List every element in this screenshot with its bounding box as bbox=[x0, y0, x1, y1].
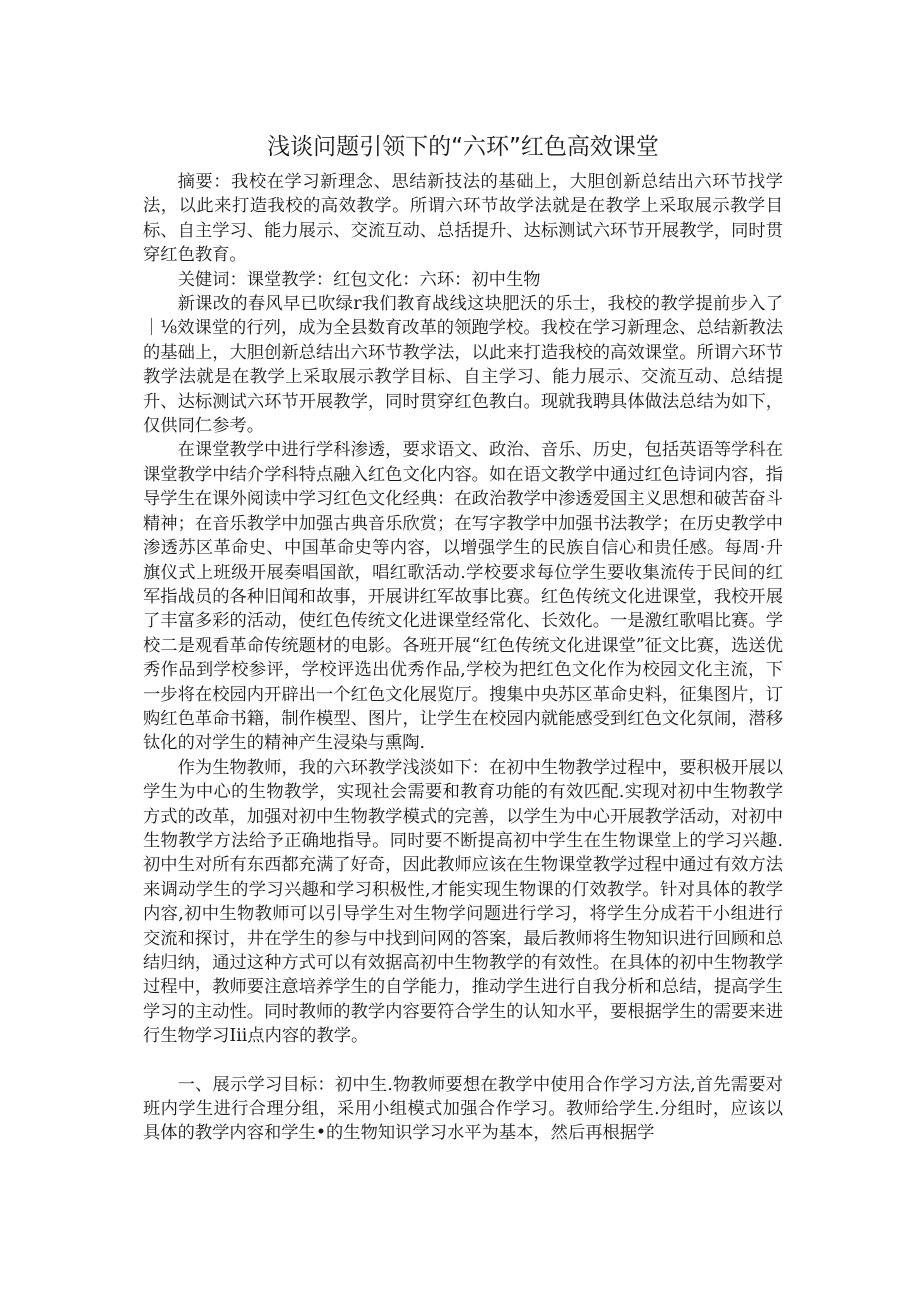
document-title: 浅谈问题引领下的“六环”红色高效课堂 bbox=[267, 134, 659, 160]
section-one-paragraph: 一、展示学习目标：初中生.物教师要想在教学中使用合作学习方法,首先需要对班内学生进行合理分组，采用小组模式加强合作学习。教师给学生.分组时，应该以具体的教学内容和学生•的生物知识学习水平为基本，然后再根据学 bbox=[143, 1074, 783, 1144]
keywords-line: 关健词：课堂教学：红包文化：六环：初中生物 bbox=[177, 269, 541, 290]
body-paragraph-intro: 新课改的春风早已吹绿r我们教育战线这块肥沃的乐士，我校的教学提前步入了｜⅛效课堂的行列，成为全县数育改革的领跑学校。我校在学习新理念、总结新教法的基础上，大胆创新总结出六环节教学法，以此来打造我校的高效课堂。所谓六环节教学法就是在教学上采取展示教学目标、自主学习、能力展示、交流互动、总结提升、达标测试六环节开展教学，同时贯穿红色教白。现就我聘具体做法总结为如下，仅供同仁参考。 bbox=[143, 294, 783, 437]
abstract-paragraph: 摘要：我校在学习新理念、思结新技法的基础上，大胆创新总结出六环节找学法，以此来打造我校的高效教学。所谓六环节故学法就是在教学上采取展示教学目标、自主学习、能力展示、交流互动、总括提升、达标测试六环节开展教学，同时贯穿红色教育。 bbox=[143, 172, 783, 266]
body-paragraph-red-culture: 在课堂教学中进行学科渗透，要求语文、政治、音乐、历史，包括英语等学科在课堂教学中结介学科特点融入红色文化内容。如在语文教学中通过红色诗词内容，指导学生在课外阅读中学习红色文化经典：在政治教学中渗透爱国主义思想和破苦奋斗精神；在音乐教学中加强古典音乐欣赏；在写字教学中加强书法教学；在历史教学中渗透苏区革命史、中国革命史等内容，以增强学生的民族自信心和贵任感。每周·升旗仪式上班级开展奏唱国歆，唱红歌活动.学校要求每位学生要收集流传于民间的红军指战员的各种旧闻和故事，开展讲红军故事比赛。红色传统文化进课堂，我校开展了丰富多彩的活动，使红色传统文化进课堂经常化、长效化。一是激红歌唱比赛。学校二是观看革命传统题材的电影。各班开展“红色传统文化进课堂”征文比赛，选送优秀作品到学校参评，学校评选出优秀作品,学校为把红色文化作为校园文化主流，下一步将在校园内开辟出一个红色文化展览厅。搜集中央苏区革命史料，征集图片，订购红色革命书籍，制作模型、图片，让学生在校园内就能感受到红色文化氛闹，潜移钛化的对学生的精神产生浸染与熏陶. bbox=[143, 440, 783, 754]
document-page bbox=[143, 130, 783, 1146]
body-paragraph-biology: 作为生物教师，我的六环教学浅淡如下：在初中生物教学过程中，要积极开展以学生为中心的生物教学，实现社会需要和教育功能的有效匹配.实现对初中生物教学方式的改革，加强对初中生物教学模式的完善，以学生为中心开展教学活动，对初中生物教学方法给予正确地指导。同时要不断提高初中学生在生物课堂上的学习兴趣.初中生对所有东西都充满了好奇，因此教师应该在生物课堂教学过程中通过有效方法来调动学生的学习兴趣和学习积极性,才能实现生物课的仃效教学。针对具体的教学内容,初中生物教师可以引导学生对生物学问题进行学习，将学生分成若干小组进行交流和探讨，井在学生的参与中找到问网的答案，最后教师将生物知识进行回顾和总结归纳，通过这种方式可以有效据高初中生物教学的有效性。在具体的初中生物教学过程中，教师要注意培养学生的自学能力，推动学生进行自我分析和总结，提高学生学习的主动性。同时教师的教学内容要符合学生的认知水平，要根据学生的需要来进行生物学习Iii点内容的教学。 bbox=[143, 757, 783, 1047]
